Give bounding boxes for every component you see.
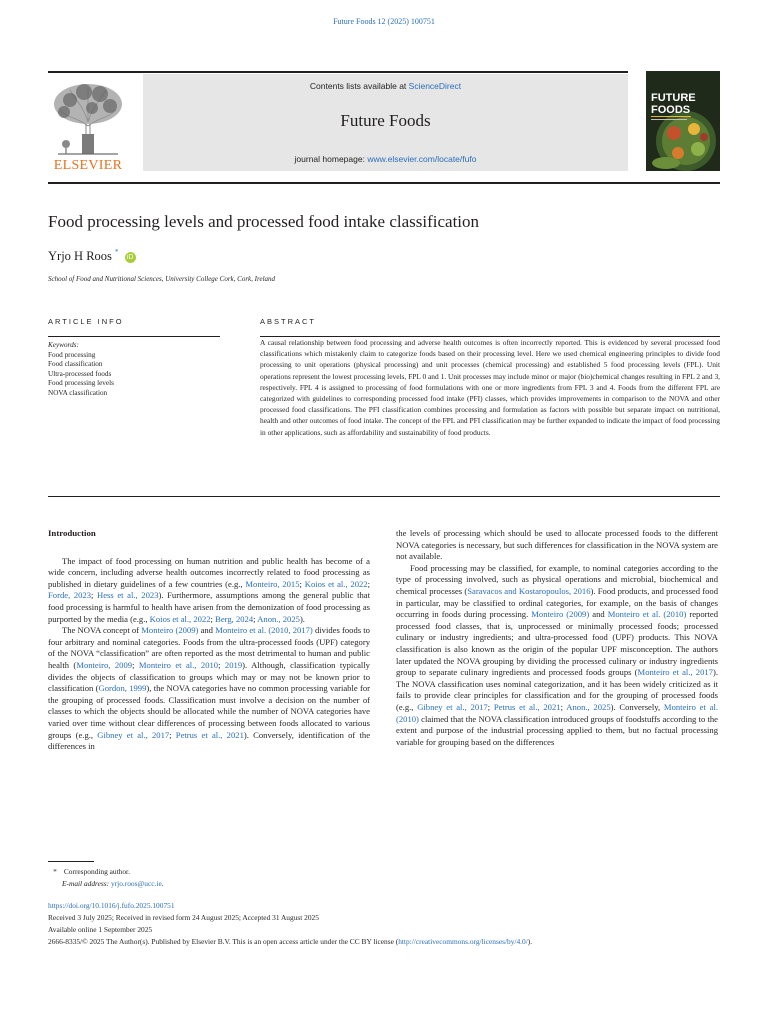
article-title: Food processing levels and processed food intake classification — [48, 212, 480, 231]
contents-available — [143, 81, 628, 91]
keyword-item: Food classification — [48, 360, 103, 368]
citation-link[interactable]: Monteiro et al. (2010) — [396, 701, 718, 724]
citation-link[interactable]: Forde, 2023 — [48, 590, 92, 601]
available-online: Available online 1 September 2025 — [48, 925, 153, 934]
homepage-link[interactable]: www.elsevier.com/locate/fufo — [367, 154, 477, 164]
elsevier-logo[interactable] — [48, 78, 138, 173]
keyword-item: NOVA classification — [48, 388, 108, 397]
citation-link[interactable]: Gordon, 1999 — [98, 683, 147, 694]
keywords-label: Keywords: — [48, 341, 79, 349]
citation-link[interactable]: Monteiro et al., 2010 — [138, 659, 219, 670]
keyword-item: Ultra-processed foods — [48, 369, 112, 378]
journal-title: Future Foods — [340, 111, 431, 130]
orcid-icon[interactable]: iD — [125, 252, 136, 263]
abstract-heading: ABSTRACT — [260, 317, 317, 326]
received-dates: Received 3 July 2025; Received in revised form 24 August 2025; Accepted 31 August 2025 — [48, 913, 319, 922]
email-label: E-mail address: — [62, 879, 111, 888]
citation-link[interactable]: Gibney et al., 2017 — [97, 729, 170, 740]
citation-link[interactable]: Monteiro et al., 2017 — [637, 667, 713, 678]
journal-banner — [143, 74, 628, 171]
corresponding-author-mark[interactable]: * — [115, 248, 119, 256]
keywords-block — [48, 341, 218, 398]
contents-prefix: Contents lists available at — [309, 81, 409, 91]
citation-link[interactable]: Monteiro, 2015 — [245, 578, 300, 589]
masthead-bottom-rule — [48, 182, 720, 184]
citation-link[interactable]: Monteiro (2009) — [141, 625, 199, 636]
citation-link[interactable]: 2019 — [224, 659, 243, 670]
footnote — [48, 866, 164, 890]
sciencedirect-link[interactable]: ScienceDirect — [408, 81, 462, 91]
paragraph: Food processing may be classified, for example, to nominal categories according to the type of processing involved, such as physical operations and microbial, biochemical and chemical processes (Saravacos and Kostaropoulos, 2016). Food products, and processed food in particular, may be classified to ordinal categories, for example, on the basis of changes occurring in foods during processing. Monteiro (2009) and Monteiro et al. (2010) reported processed food classes, that is, unprocessed or minimally processed foods; processed culinary or industry ingredients; and ultra-processed food (UPF) products. This NOVA classification is also known as the origin of the popular UPF misconception. The authors later updated the NOVA grouping by dividing the processed culinary or industry ingredients group to separate culinary ingredients and processed foods groups (Monteiro et al., 2017). The NOVA classification uses nominal categorization, and it has been widely criticized as it fails to provide clear principles for classification and for the grouping of processed foods (e.g., Gibney et al., 2017; Petrus et al., 2021; Anon., 2025). Conversely, Monteiro et al. (2010) claimed that the NOVA classification introduced groups of foodstuffs according to the extent and purpose of the industrial processing applied to them, but no factual processing variable for grouping based on the differences — [396, 562, 719, 747]
author-name[interactable]: Yrjo H Roos — [48, 249, 112, 263]
homepage-prefix: journal homepage: — [294, 154, 368, 164]
email-link[interactable]: yrjo.roos@ucc.ie — [111, 879, 162, 888]
paragraph: The NOVA concept of Monteiro (2009) and Monteiro et al. (2010, 2017) divides foods to four arbitrary and nominal categories. Foods from the ultra-processed foods (UPF) category of the NOVA “classification” are often reported as the most detrimental to human and public health (Monteiro, 2009; Monteiro et al., 2010; 2019). Although, classification typically divides the objects of classification to groups which may or may not be known prior to classification (Gordon, 1999), the NOVA categories have no common processing variable for the grouping of processed foods. Classification must involve a decision on the number of classes to which the objects should be allocated while the number of NOVA categories have varied over time without clear differences of processing between foods allocated to various groups (e.g., Gibney et al., 2017; Petrus et al., 2021). Conversely, identification of the differences in — [48, 625, 371, 752]
email-note — [48, 878, 164, 890]
citation-link[interactable]: Monteiro, 2009 — [76, 659, 133, 670]
article-info-heading: ARTICLE INFO — [48, 317, 124, 326]
elsevier-tree-icon — [48, 78, 128, 156]
paragraph: The impact of food processing on human nutrition and public health has become of a wide concern, including adverse health outcomes incorrectly related to food processing as published in dietary guidelines of a few countries (e.g., Monteiro, 2015; Koios et al., 2022; Forde, 2023; Hess et al., 2023). Furthermore, assumptions among the general public that food processing is harmful to health have arisen from the demonization of food processing as purported by the media (e.g., Koios et al., 2022; Berg, 2024; Anon., 2025). — [48, 555, 370, 624]
citation-link[interactable]: Monteiro et al. (2010, 2017) — [215, 625, 313, 636]
citation-link[interactable]: Hess et al., 2023 — [97, 590, 159, 601]
citation-link[interactable]: Koios et al., 2022 — [304, 578, 368, 589]
journal-homepage — [143, 154, 628, 164]
article-info-rule — [48, 336, 220, 337]
masthead-top-rule — [48, 71, 628, 73]
email-suffix: . — [161, 879, 164, 888]
corresponding-author-note — [48, 866, 164, 878]
svg-text:FUTURE: FUTURE — [651, 92, 696, 104]
introduction-heading: Introduction — [48, 528, 96, 538]
article-history — [48, 900, 728, 948]
citation-link[interactable]: Berg, 2024 — [215, 613, 254, 624]
license-suffix: ). — [527, 937, 533, 946]
license-link[interactable]: http://creativecommons.org/licenses/by/4.0/ — [398, 937, 528, 946]
body-column-left — [48, 528, 370, 753]
license-line — [48, 936, 728, 948]
paragraph: the levels of processing which should be used to allocate processed foods to the different NOVA categories is necessary, but such differences for classification in the NOVA system are not available. — [396, 528, 718, 562]
author-line — [48, 248, 136, 264]
footnote-rule — [48, 861, 94, 862]
corresponding-author-label: Corresponding author. — [63, 867, 130, 876]
citation-link[interactable]: Anon., 2025 — [257, 613, 300, 624]
author-affiliation: School of Food and Nutritional Sciences, University College Cork, Cork, Ireland — [48, 275, 276, 283]
svg-text:FOODS: FOODS — [651, 104, 691, 116]
citation-link[interactable]: Koios et al., 2022 — [149, 613, 211, 624]
doi-link[interactable]: https://doi.org/10.1016/j.fufo.2025.100751 — [48, 901, 175, 910]
journal-cover-image[interactable] — [646, 71, 720, 171]
citation-link[interactable]: Saravacos and Kostaropoulos, 2016 — [467, 585, 591, 596]
masthead — [48, 71, 720, 174]
keyword-item: Food processing levels — [48, 379, 114, 387]
keyword-item: Food processing — [48, 350, 96, 359]
citation-link[interactable]: Monteiro et al. (2010) — [607, 609, 687, 620]
citation-link[interactable]: Petrus et al., 2021 — [493, 701, 561, 712]
abstract-bottom-rule — [48, 496, 720, 497]
journal-citation[interactable]: Future Foods 12 (2025) 100751 — [333, 17, 435, 26]
citation-link[interactable]: Monteiro (2009) — [531, 609, 590, 620]
body-column-right — [396, 528, 718, 748]
citation-link[interactable]: Petrus et al., 2021 — [175, 729, 244, 740]
citation-link[interactable]: Anon., 2025 — [566, 701, 611, 712]
license-prefix: 2666-8335/© 2025 The Author(s). Published by Elsevier B.V. This is an open access article under the CC BY license ( — [48, 937, 399, 946]
citation-link[interactable]: Gibney et al., 2017 — [417, 701, 488, 712]
abstract-text: A causal relationship between food processing and adverse health outcomes is often incorrectly reported. This is evidenced by several processed food classifications which mistakenly claim to categorize foods based on their processing level. Here we used chemical engineering principles to divide food processing to unit operations (physical processing) and unit processes (chemical processing) and established 5 food processing levels (FPL). Unit operations represent the lowest processing levels, FPL 0 and 1. Unit processes may include minor or major (bio)chemical changes resulting in FPL 2 and 3, respectively. FPL 4 is assigned to processing of food formulations with one or more ingredients from FPL 3 and 4. Foods from the different FPL are categorized with guidelines to corresponding processed food intake (PFI) classes, which provides improvements in comparison to the NOVA and other processed food classifications. The PFI classification combines processing and formulation as factors with possible but separate impact on nutritional, health and other outcomes of food intake. The concept of the FPL and PFI classification may be further expanded to indicate the impact of food processing in other applications, such as affordability and sustainability of food products. — [260, 338, 720, 437]
elsevier-wordmark: ELSEVIER — [53, 158, 123, 173]
footnote-mark: * — [53, 867, 57, 876]
